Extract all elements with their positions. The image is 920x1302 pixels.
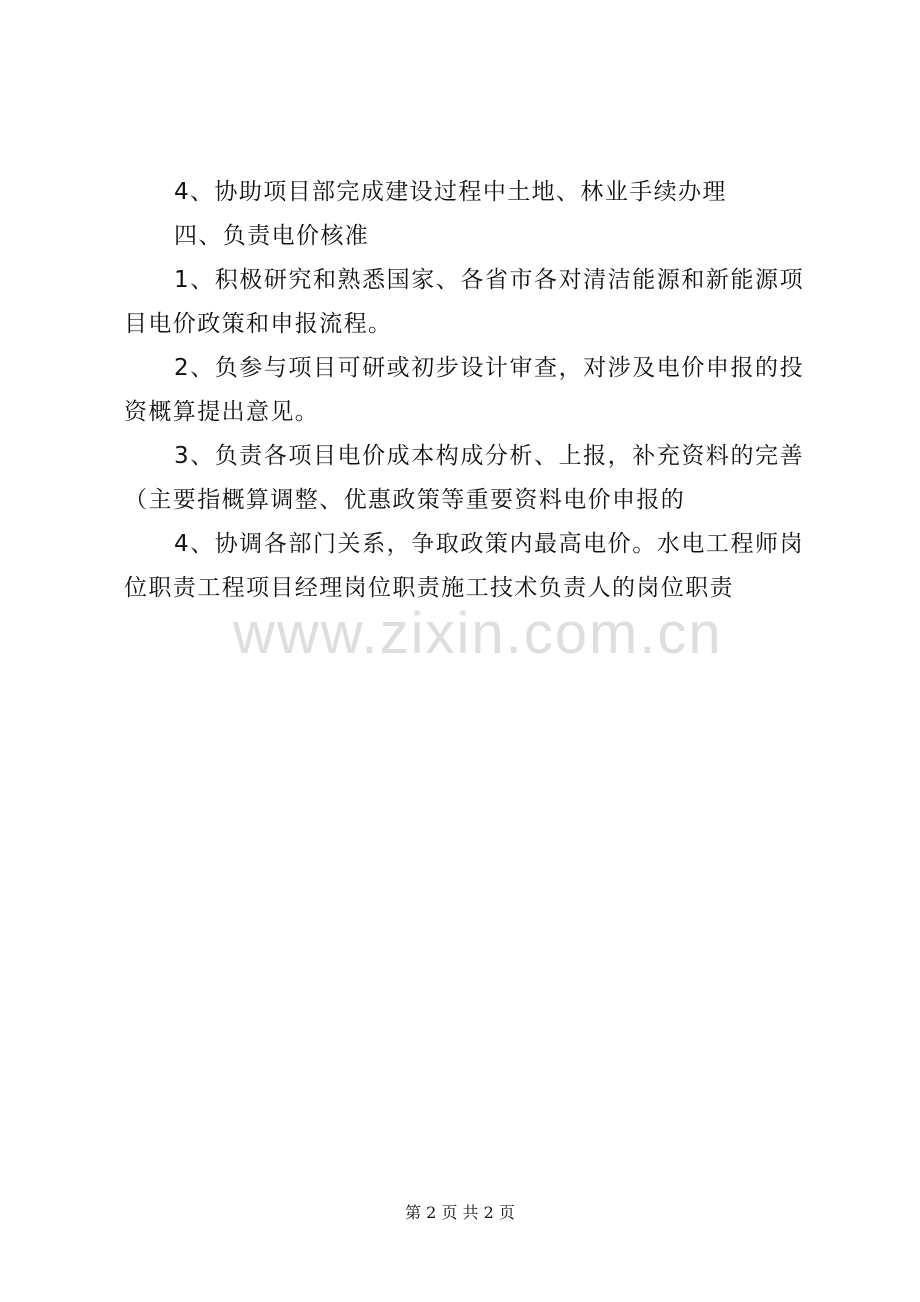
paragraph-coordination: 4、协调各部门关系，争取政策内最高电价。水电工程师岗位职责工程项目经理岗位职责施工技术负责人的岗位职责 xyxy=(124,531,804,601)
paragraph-cost-analysis: 3、负责各项目电价成本构成分析、上报，补充资料的完善（主要指概算调整、优惠政策等重要资料电价申报的 xyxy=(124,443,804,513)
section-heading-price-approval: 四、负责电价核准 xyxy=(174,223,370,249)
watermark: www.zixin.com.cn xyxy=(233,601,723,666)
paragraph-research-policy: 1、积极研究和熟悉国家、各省市各对清洁能源和新能源项目电价政策和申报流程。 xyxy=(124,267,804,337)
paragraph-design-review: 2、负参与项目可研或初步设计审查，对涉及电价申报的投资概算提出意见。 xyxy=(124,355,804,425)
page-number-footer: 第 2 页 共 2 页 xyxy=(405,1203,515,1222)
document-body xyxy=(124,170,804,610)
paragraph-land-procedures: 4、协助项目部完成建设过程中土地、林业手续办理 xyxy=(174,179,727,205)
